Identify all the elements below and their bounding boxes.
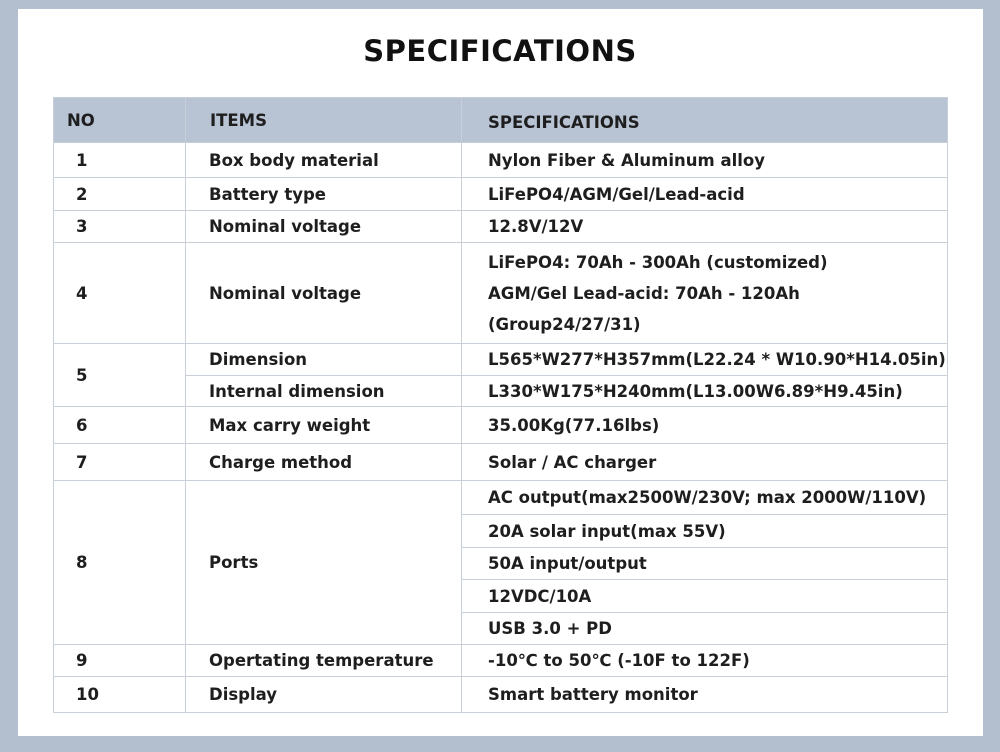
row-number: 8 (54, 481, 186, 645)
row-number: 10 (54, 677, 186, 713)
row-number: 5 (54, 344, 186, 407)
row-item: Charge method (186, 444, 462, 481)
row-item: Ports (186, 481, 462, 645)
row-number: 1 (54, 143, 186, 178)
table-row (54, 243, 948, 344)
row-number: 7 (54, 444, 186, 481)
row-number: 3 (54, 211, 186, 243)
row-item: Nominal voltage (186, 243, 462, 344)
row-number: 9 (54, 645, 186, 677)
table-row (54, 645, 948, 677)
row-spec (462, 243, 948, 344)
row-item: Opertating temperature (186, 645, 462, 677)
row-spec: Nylon Fiber & Aluminum alloy (462, 143, 948, 178)
row-item: Display (186, 677, 462, 713)
table-row (54, 344, 948, 376)
table-row (54, 481, 948, 515)
row-spec: L565*W277*H357mm(L22.24 * W10.90*H14.05in) (462, 344, 948, 376)
table-row (54, 677, 948, 713)
row-item: Battery type (186, 178, 462, 211)
table-header-row (54, 98, 948, 143)
header-specifications: SPECIFICATIONS (462, 98, 948, 143)
row-item: Internal dimension (186, 376, 462, 407)
row-spec: USB 3.0 + PD (462, 613, 948, 645)
header-items: ITEMS (186, 98, 462, 143)
spec-line: AGM/Gel Lead-acid: 70Ah - 120Ah (488, 283, 800, 303)
row-item: Box body material (186, 143, 462, 178)
row-number: 2 (54, 178, 186, 211)
row-item: Max carry weight (186, 407, 462, 444)
row-spec: -10℃ to 50℃ (-10F to 122F) (462, 645, 948, 677)
row-number: 4 (54, 243, 186, 344)
row-spec: 12VDC/10A (462, 580, 948, 613)
row-spec: Smart battery monitor (462, 677, 948, 713)
row-spec: 20A solar input(max 55V) (462, 515, 948, 548)
table-row (54, 143, 948, 178)
row-spec: 35.00Kg(77.16lbs) (462, 407, 948, 444)
table-row (54, 376, 948, 407)
row-spec: AC output(max2500W/230V; max 2000W/110V) (462, 481, 948, 515)
row-spec: L330*W175*H240mm(L13.00W6.89*H9.45in) (462, 376, 948, 407)
spec-line: LiFePO4: 70Ah - 300Ah (customized) (488, 252, 828, 272)
row-spec: 50A input/output (462, 548, 948, 580)
table-row (54, 178, 948, 211)
row-item: Nominal voltage (186, 211, 462, 243)
row-number: 6 (54, 407, 186, 444)
header-no: NO (54, 98, 186, 143)
row-item: Dimension (186, 344, 462, 376)
page-title: SPECIFICATIONS (363, 34, 637, 68)
spec-line: (Group24/27/31) (488, 314, 641, 334)
table-row (54, 211, 948, 243)
table-row (54, 444, 948, 481)
specifications-table (53, 97, 948, 713)
row-spec: LiFePO4/AGM/Gel/Lead-acid (462, 178, 948, 211)
row-spec: Solar / AC charger (462, 444, 948, 481)
table-row (54, 407, 948, 444)
row-spec: 12.8V/12V (462, 211, 948, 243)
